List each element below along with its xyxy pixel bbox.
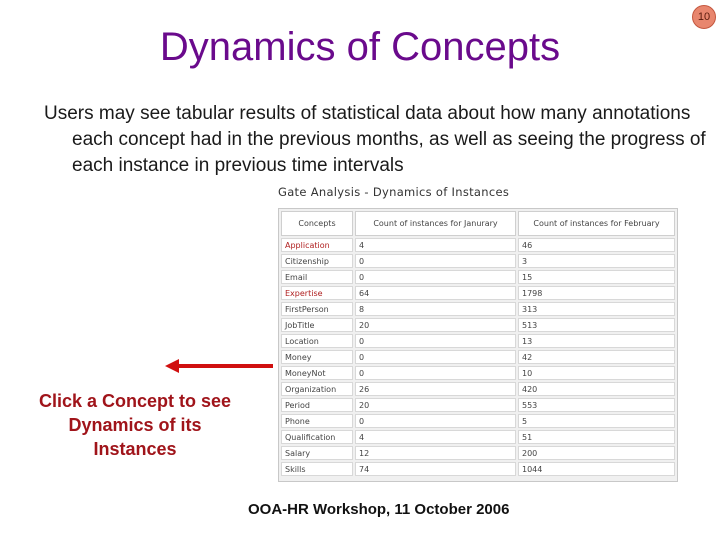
- february-count-cell: 420: [518, 382, 675, 396]
- left-arrow-icon: [165, 359, 273, 373]
- january-count-cell: 74: [355, 462, 516, 476]
- table-row: [281, 334, 675, 348]
- february-count-cell: 51: [518, 430, 675, 444]
- concept-link-expertise[interactable]: Expertise: [281, 286, 353, 300]
- header-january-count: Count of instances for Janurary: [355, 211, 516, 236]
- january-count-cell: 0: [355, 350, 516, 364]
- february-count-cell: 3: [518, 254, 675, 268]
- january-count-cell: 4: [355, 430, 516, 444]
- january-count-cell: 4: [355, 238, 516, 252]
- february-count-cell: 46: [518, 238, 675, 252]
- january-count-cell: 20: [355, 398, 516, 412]
- january-count-cell: 8: [355, 302, 516, 316]
- table-row: [281, 366, 675, 380]
- table-row: [281, 270, 675, 284]
- february-count-cell: 313: [518, 302, 675, 316]
- concept-link-qualification[interactable]: Qualification: [281, 430, 353, 444]
- concept-link-citizenship[interactable]: Citizenship: [281, 254, 353, 268]
- january-count-cell: 0: [355, 366, 516, 380]
- february-count-cell: 13: [518, 334, 675, 348]
- january-count-cell: 12: [355, 446, 516, 460]
- january-count-cell: 64: [355, 286, 516, 300]
- february-count-cell: 513: [518, 318, 675, 332]
- concept-link-skills[interactable]: Skills: [281, 462, 353, 476]
- panel-title: Gate Analysis - Dynamics of Instances: [278, 185, 510, 199]
- concept-link-moneynot[interactable]: MoneyNot: [281, 366, 353, 380]
- table-row: [281, 302, 675, 316]
- table-row: [281, 382, 675, 396]
- february-count-cell: 200: [518, 446, 675, 460]
- table-row: [281, 254, 675, 268]
- footer-text: OOA-HR Workshop, 11 October 2006: [248, 501, 510, 518]
- page-number-badge: 10: [692, 5, 716, 29]
- table-header-row: [281, 211, 675, 236]
- header-february-count: Count of instances for February: [518, 211, 675, 236]
- february-count-cell: 15: [518, 270, 675, 284]
- concept-link-salary[interactable]: Salary: [281, 446, 353, 460]
- table-row: [281, 398, 675, 412]
- slide-title: Dynamics of Concepts: [159, 25, 561, 69]
- january-count-cell: 20: [355, 318, 516, 332]
- january-count-cell: 0: [355, 414, 516, 428]
- concept-link-organization[interactable]: Organization: [281, 382, 353, 396]
- concepts-table-panel: [278, 208, 678, 482]
- january-count-cell: 0: [355, 270, 516, 284]
- concept-link-firstperson[interactable]: FirstPerson: [281, 302, 353, 316]
- table-row: [281, 430, 675, 444]
- concepts-table: [279, 209, 677, 478]
- table-row: [281, 350, 675, 364]
- callout-text: Click a Concept to see Dynamics of its Instances: [38, 391, 232, 459]
- table-row: [281, 286, 675, 300]
- february-count-cell: 42: [518, 350, 675, 364]
- concept-link-money[interactable]: Money: [281, 350, 353, 364]
- concept-link-period[interactable]: Period: [281, 398, 353, 412]
- table-row: [281, 462, 675, 476]
- table-row: [281, 446, 675, 460]
- table-row: [281, 238, 675, 252]
- table-row: [281, 318, 675, 332]
- concept-link-phone[interactable]: Phone: [281, 414, 353, 428]
- january-count-cell: 0: [355, 254, 516, 268]
- concept-link-location[interactable]: Location: [281, 334, 353, 348]
- concept-link-application[interactable]: Application: [281, 238, 353, 252]
- february-count-cell: 1044: [518, 462, 675, 476]
- february-count-cell: 553: [518, 398, 675, 412]
- table-row: [281, 414, 675, 428]
- february-count-cell: 5: [518, 414, 675, 428]
- january-count-cell: 26: [355, 382, 516, 396]
- january-count-cell: 0: [355, 334, 516, 348]
- intro-text: Users may see tabular results of statistical data about how many annotations each concept had in the previous months, as well as seeing the progress of each instance in previous time intervals: [44, 103, 706, 176]
- concept-link-email[interactable]: Email: [281, 270, 353, 284]
- concept-link-jobtitle[interactable]: JobTitle: [281, 318, 353, 332]
- february-count-cell: 10: [518, 366, 675, 380]
- february-count-cell: 1798: [518, 286, 675, 300]
- header-concepts: Concepts: [281, 211, 353, 236]
